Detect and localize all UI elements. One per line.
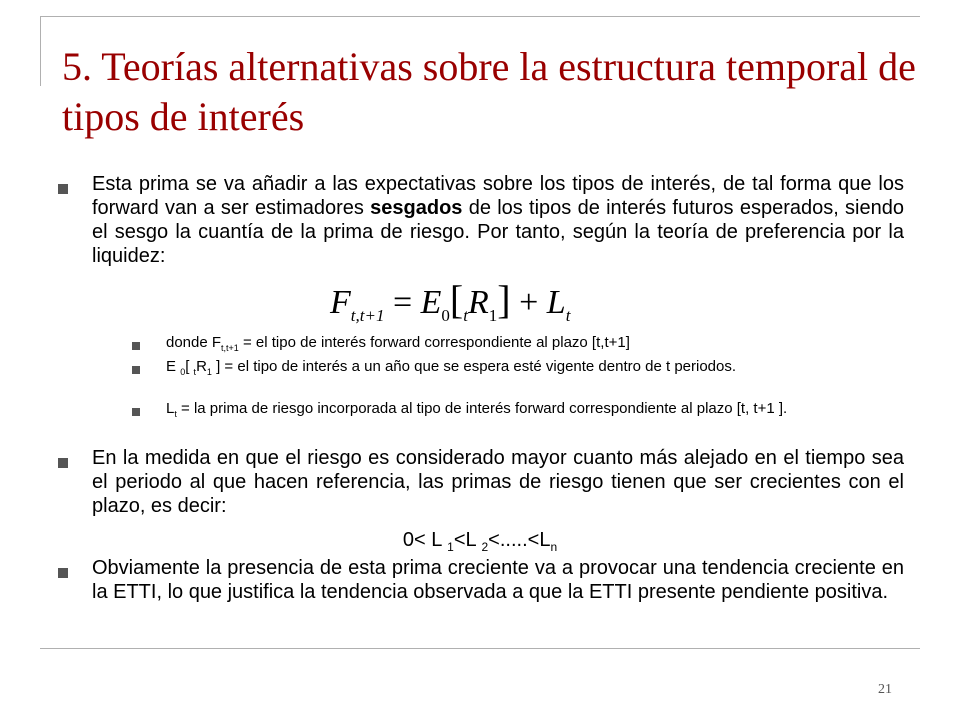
premium-inequality: 0< L $_1$<L $_2<.....<L_n$ [402,529,558,554]
bullet-marker [58,568,68,578]
bullet-marker [58,458,68,468]
sub-bullet-3-text: $L_t$ = la prima de riesgo incorporada al tipo de interés forward correspondiente al plazo [t, t+1 ]. [166,400,788,419]
bold-term: sesgados [370,197,463,219]
page-number: 21 [878,682,892,697]
sub-bullet-marker [132,342,140,350]
top-rule [40,16,920,17]
bottom-rule [40,648,920,649]
liquidity-formula: $F_{t,t+1} = E_0[_tR_1] + L_t$ [330,277,571,325]
sub-bullet-2-text: E $_0$[ $_tR_1$ ] = el tipo de interés a un año que se espera esté vigente dentro de t periodos. [166,358,737,377]
slide-title: 5. Teorías alternativas sobre la estructura temporal de tipos de interés [62,44,916,139]
sub-bullet-1-text: donde $F_{t,t+1}$ = el tipo de interés forward correspondiente al plazo [t,t+1] [166,334,630,353]
bullet-3-text: Obviamente la presencia de esta prima creciente va a provocar una tendencia creciente en la ETTI, lo que justifica la tendencia observada a que la ETTI presente pendiente positiva. [92,557,904,603]
sub-bullet-marker [132,408,140,416]
bullet-marker [58,184,68,194]
left-rule [40,16,41,86]
bullet-2-text: En la medida en que el riesgo es considerado mayor cuanto más alejado en el tiempo sea el periodo al que hacen referencia, las primas de riesgo tienen que ser crecientes con el plazo, es decir: [92,447,904,517]
sub-bullet-marker [132,366,140,374]
bullet-1-text: Esta prima se va añadir a las expectativas sobre los tipos de interés, de tal forma que los forward van a ser estimadores sesgados de los tipos de interés futuros esperados, siendo el sesgo la cuantía de la prima de riesgo. Por tanto, según la teoría de preferencia por la liquidez: [92,173,904,267]
